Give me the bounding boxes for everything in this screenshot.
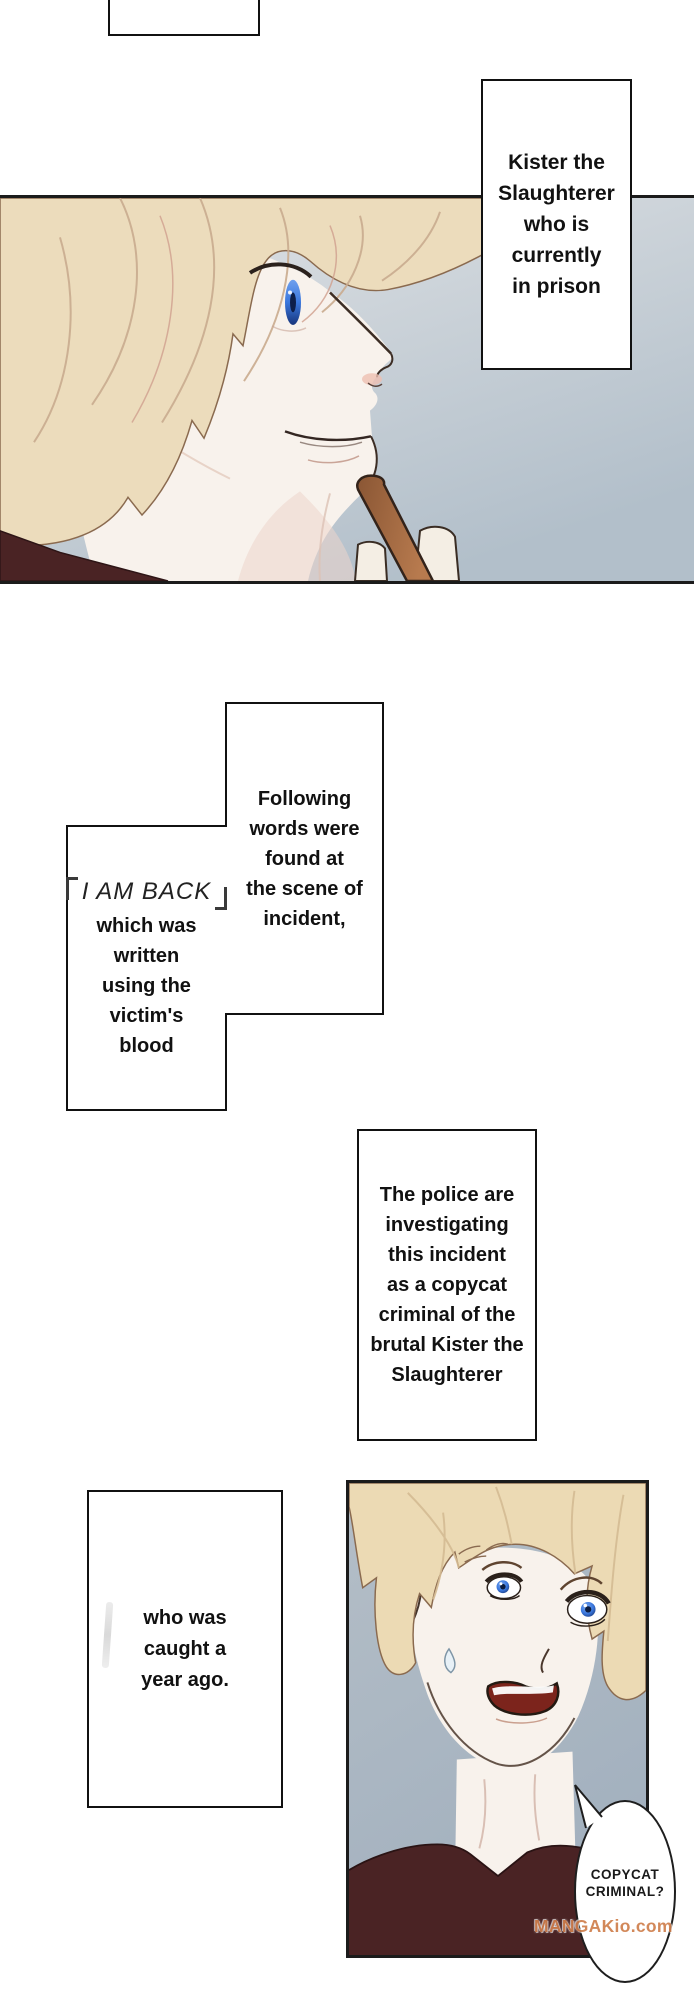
caption-line: currently — [511, 244, 602, 267]
caption-line: which was — [96, 915, 197, 937]
speech-bubble-text — [574, 1866, 676, 1900]
caption-line: the scene of — [246, 877, 363, 900]
caption-box-police — [357, 1129, 537, 1441]
caption-line: words were — [249, 817, 360, 840]
caption-box-intro — [481, 79, 632, 370]
caption-line: year ago. — [141, 1668, 229, 1691]
caption-line: written — [113, 945, 180, 967]
caption-line: as a copycat — [386, 1274, 508, 1296]
caption-line: criminal of the — [378, 1304, 516, 1326]
blood-quote-text: I AM BACK — [81, 878, 212, 905]
caption-line: Kister the — [508, 151, 605, 174]
caption-line: Following — [257, 787, 352, 810]
caption-line: investigating — [385, 1214, 509, 1236]
corner-bracket-open-icon — [66, 877, 78, 900]
caption-line: incident, — [263, 907, 346, 930]
caption-line: The police are — [379, 1184, 515, 1206]
speech-line: COPYCAT — [590, 1867, 660, 1882]
blood-quote — [66, 875, 227, 909]
caption-line: brutal Kister the — [370, 1334, 524, 1356]
caption-line: caught a — [143, 1637, 227, 1660]
caption-box-scene-report — [226, 703, 383, 1014]
caption-box-blood-message — [67, 826, 226, 1110]
speech-line: CRIMINAL? — [585, 1884, 665, 1899]
watermark-text: MANGAKio.com — [534, 1916, 673, 1936]
caption-line: blood — [119, 1035, 174, 1057]
caption-line: Slaughterer — [498, 182, 615, 205]
caption-line: this incident — [388, 1244, 506, 1266]
caption-line: using the — [102, 975, 191, 997]
corner-bracket-close-icon — [215, 887, 227, 910]
caption-line: who was — [143, 1606, 227, 1629]
caption-line: in prison — [512, 275, 601, 298]
speech-bubble-tail — [566, 1782, 614, 1832]
caption-box-caught — [87, 1490, 283, 1808]
caption-line: who is — [523, 213, 590, 236]
caption-line: victim's — [109, 1005, 184, 1027]
caption-box-empty — [108, 0, 260, 36]
caption-line: Slaughterer — [391, 1364, 503, 1386]
caption-line: found at — [265, 847, 344, 870]
